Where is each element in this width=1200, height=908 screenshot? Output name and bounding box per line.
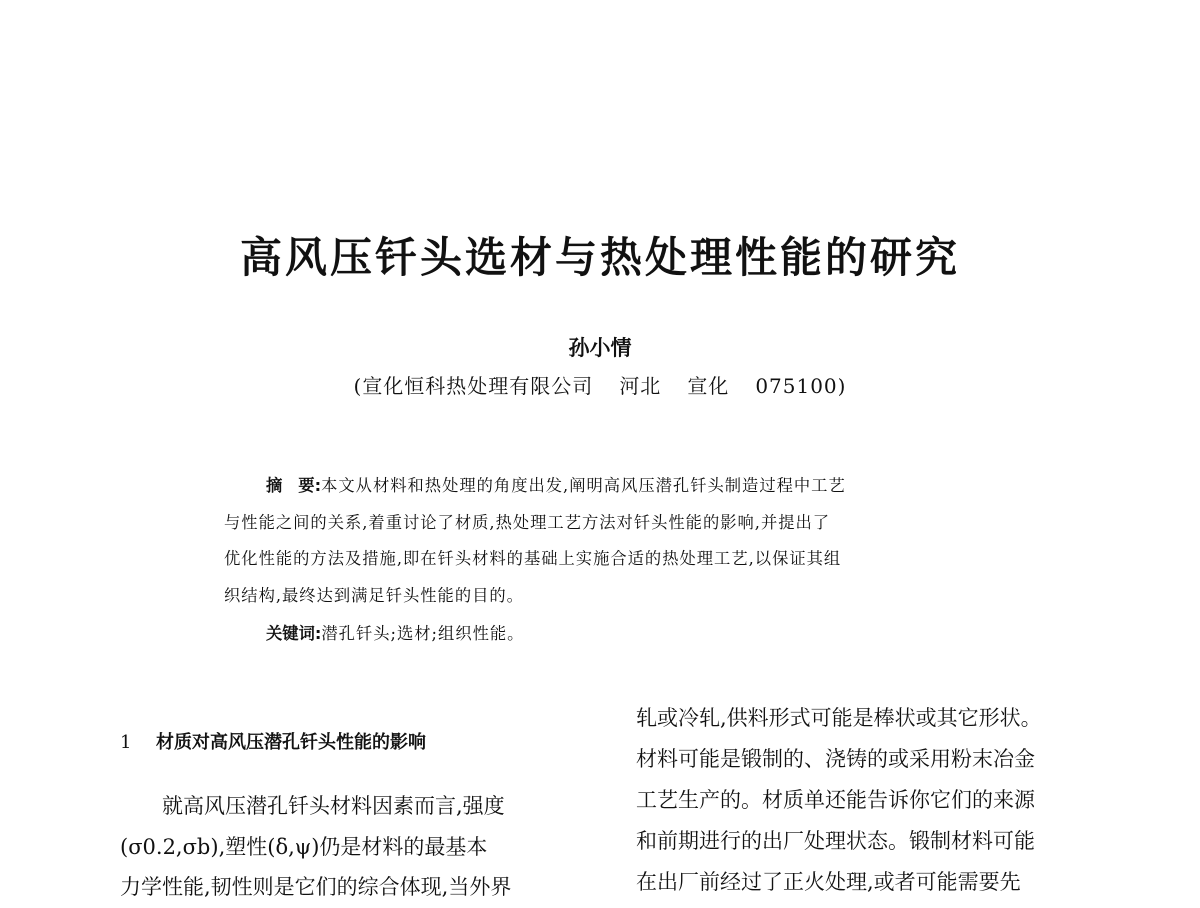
keywords-text: 潜孔钎头;选材;组织性能。 [321,624,525,643]
abstract-line: 优化性能的方法及措施,即在钎头材料的基础上实施合适的热处理工艺,以保证其组 [224,549,842,568]
author-name: 孙小情 [568,336,632,360]
keywords-label [266,624,321,643]
abstract-label-a: 摘 [266,476,283,495]
affiliation-postcode: 075100 [755,374,838,398]
abstract-text: 本文从材料和热处理的角度出发,阐明高风压潜孔钎头制造过程中工艺 [321,476,846,495]
left-column-body [120,786,590,908]
body-line: 工艺生产的。材质单还能告诉你它们的来源 [636,788,1035,812]
abstract-line [224,468,994,505]
keywords-label-text: 关键词 [266,624,315,643]
keywords-line [224,616,994,653]
section-heading [120,728,426,758]
section-title: 材质对高风压潜孔钎头性能的影响 [156,732,426,753]
abstract-block [224,468,994,653]
affiliation-province: 河北 [619,374,662,398]
body-line: 在出厂前经过了正火处理,或者可能需要先 [636,870,1021,894]
abstract-label-b: 要 [298,476,315,495]
body-line: 轧或冷轧,供料形式可能是棒状或其它形状。 [636,706,1042,730]
body-line: (σ0.2,σb),塑性(δ,ψ)仍是材料的最基本 [120,834,488,859]
abstract-line: 织结构,最终达到满足钎头性能的目的。 [224,585,524,605]
abstract-paragraph [224,468,994,614]
affiliation-company: 宣化恒科热处理有限公司 [362,374,594,398]
section-number: 1 [120,732,132,753]
affiliation [0,371,1200,401]
keywords-label-colon: : [314,624,322,643]
paper-title: 高风压钎头选材与热处理性能的研究 [239,233,960,282]
right-column-body [636,698,1106,903]
abstract-label-colon: : [314,476,322,495]
body-line: 就高风压潜孔钎头材料因素而言,强度 [162,794,505,818]
abstract-line: 与性能之间的关系,着重讨论了材质,热处理工艺方法对钎头性能的影响,并提出了 [224,512,831,532]
affiliation-city: 宣化 [687,374,730,398]
body-line: 和前期进行的出厂处理状态。锻制材料可能 [636,829,1035,853]
affiliation-open-paren: ( [353,374,363,398]
body-line: 力学性能,韧性则是它们的综合体现,当外界 [120,875,512,899]
body-line: 材料可能是锻制的、浇铸的或采用粉末冶金 [636,747,1035,771]
abstract-label [266,476,321,495]
affiliation-close-paren: ) [837,374,847,398]
